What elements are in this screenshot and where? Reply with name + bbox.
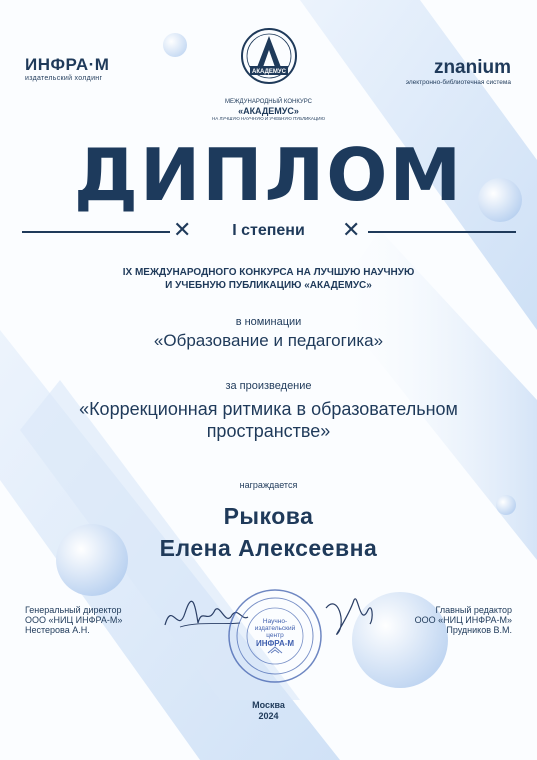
signatory-left bbox=[25, 605, 122, 635]
signatory-right-org: ООО «НИЦ ИНФРА-М» bbox=[414, 615, 512, 625]
right-signature bbox=[318, 588, 378, 643]
contest-caption-bottom: НА ЛУЧШУЮ НАУЧНУЮ И УЧЕБНУЮ ПУБЛИКАЦИЮ bbox=[211, 116, 326, 121]
emblem-text: АКАДЕМУС bbox=[252, 69, 286, 75]
signatory-right-title: Главный редактор bbox=[435, 605, 512, 615]
stamp-text-2: издательский bbox=[254, 625, 296, 632]
awardee-given-names: Елена Алексеевна bbox=[159, 535, 378, 561]
work-label: за произведение bbox=[225, 380, 312, 392]
stamp-text-4: ИНФРА-М bbox=[255, 639, 295, 648]
cross-left-icon: ✕ bbox=[173, 218, 192, 243]
library-logo: znanium bbox=[433, 57, 511, 78]
footer-city: Москва bbox=[252, 700, 285, 710]
work-title-line2: пространстве» bbox=[206, 421, 331, 441]
awardee-surname: Рыкова bbox=[223, 503, 314, 529]
signatory-right-name: Прудников В.М. bbox=[446, 625, 512, 635]
footer-year: 2024 bbox=[258, 711, 279, 721]
signatory-left-name: Нестерова А.Н. bbox=[25, 625, 90, 635]
work-title-line1: «Коррекционная ритмика в образовательном bbox=[79, 399, 458, 419]
stamp-text-3: центр bbox=[266, 632, 284, 639]
signatory-left-org: ООО «НИЦ ИНФРА-М» bbox=[25, 615, 123, 625]
diploma-title: ДИПЛОМ bbox=[73, 133, 464, 217]
contest-emblem-icon bbox=[236, 26, 302, 88]
publisher-subtitle: издательский холдинг bbox=[25, 75, 103, 82]
contest-heading-line2: И УЧЕБНУЮ ПУБЛИКАЦИЮ «АКАДЕМУС» bbox=[165, 280, 372, 291]
awarded-label: награждается bbox=[239, 480, 298, 490]
awardee-name bbox=[0, 500, 537, 564]
stamp-seal bbox=[226, 587, 324, 685]
signatory-right bbox=[415, 605, 512, 635]
footer-place bbox=[0, 700, 537, 722]
diploma-degree: I степени bbox=[232, 222, 305, 239]
nomination-value: «Образование и педагогика» bbox=[153, 331, 384, 350]
contest-caption-top: МЕЖДУНАРОДНЫЙ КОНКУРС bbox=[225, 99, 312, 105]
library-subtitle: электронно-библиотечная система bbox=[405, 79, 511, 86]
nomination-label: в номинации bbox=[235, 316, 302, 328]
signatory-left-title: Генеральный директор bbox=[25, 605, 122, 615]
publisher-logo: ИНФРА·М bbox=[25, 55, 110, 74]
divider-right bbox=[368, 231, 516, 233]
contest-caption-name: «АКАДЕМУС» bbox=[238, 106, 299, 116]
work-title bbox=[0, 398, 537, 442]
contest-heading bbox=[0, 266, 537, 292]
contest-heading-line1: IX МЕЖДУНАРОДНОГО КОНКУРСА НА ЛУЧШУЮ НАУЧНУЮ bbox=[122, 267, 415, 278]
stamp-text-1: Научно- bbox=[262, 618, 288, 625]
cross-right-icon: ✕ bbox=[342, 218, 361, 243]
